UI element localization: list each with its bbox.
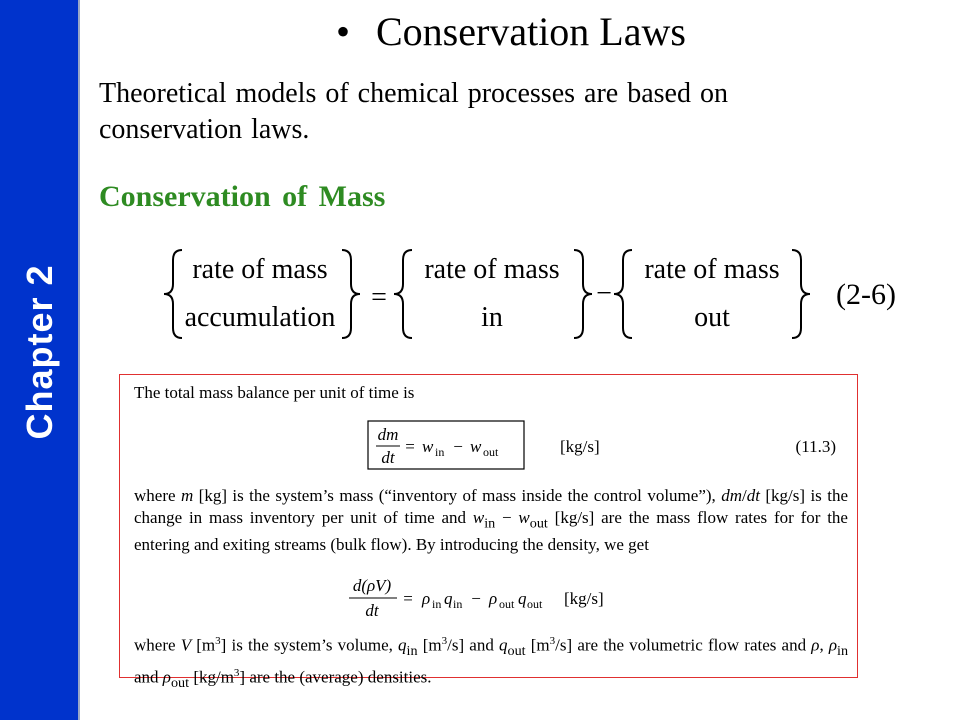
lhs-line2: accumulation bbox=[184, 302, 336, 333]
eq1-minus: − bbox=[453, 437, 463, 456]
eq1-in-subscript: in bbox=[435, 445, 445, 459]
eq2-rho-out-subscript: out bbox=[499, 597, 515, 611]
eq1-out-subscript: out bbox=[483, 445, 499, 459]
chapter-sidebar bbox=[0, 0, 80, 720]
eq1-numerator: dm bbox=[377, 425, 399, 444]
left-brace-2 bbox=[394, 250, 412, 338]
bullet-point: • bbox=[336, 9, 351, 54]
eq1-units: [kg/s] bbox=[560, 437, 600, 456]
right-brace-2 bbox=[574, 250, 592, 338]
mid-line2: in bbox=[481, 302, 503, 333]
excerpt-paragraph-1: where m [kg] is the system’s mass (“inventory of mass inside the control volume”), dm/dt [kg/s] is the change in mass inventory per unit of time and $w_{in} - w_{out}$ [kg/s] are the mass flow rates for for the entering and exiting streams (bulk flow). By introducing the density, we get bbox=[134, 486, 848, 555]
equation-11-3 bbox=[360, 417, 850, 473]
chapter-label: Chapter 2 bbox=[19, 264, 60, 440]
eq2-denominator: dt bbox=[365, 601, 379, 620]
eq1-denominator: dt bbox=[381, 448, 395, 467]
eq2-rho-out: ρ bbox=[489, 589, 498, 608]
eq2-q-in: q bbox=[444, 589, 453, 608]
equation-number: (2-6) bbox=[836, 278, 896, 311]
left-brace-1 bbox=[164, 250, 182, 338]
intro-text: Theoretical models of chemical processes are based on conservation laws. bbox=[99, 78, 728, 145]
eq1-equals: = bbox=[405, 437, 415, 456]
excerpt-intro-line: The total mass balance per unit of time is bbox=[134, 383, 415, 402]
eq2-units: [kg/s] bbox=[564, 589, 604, 608]
eq2-rho-in-subscript: in bbox=[432, 597, 442, 611]
mass-balance-equation bbox=[160, 244, 920, 344]
eq2-equals: = bbox=[403, 589, 413, 608]
rhs-line2: out bbox=[694, 302, 730, 333]
left-brace-3 bbox=[614, 250, 632, 338]
eq1-w-in: w bbox=[422, 437, 434, 456]
section-heading: Conservation of Mass bbox=[99, 180, 386, 213]
lhs-line1: rate of mass bbox=[192, 254, 328, 285]
eq2-q-out-subscript: out bbox=[527, 597, 543, 611]
mass-balance-equation-svg bbox=[160, 244, 920, 344]
density-equation bbox=[344, 573, 644, 625]
eq1-w-out: w bbox=[470, 437, 482, 456]
slide-title-text: Conservation Laws bbox=[376, 9, 686, 54]
mid-line1: rate of mass bbox=[424, 254, 560, 285]
right-brace-1 bbox=[342, 250, 360, 338]
eq2-minus: − bbox=[471, 589, 481, 608]
textbook-excerpt bbox=[119, 374, 858, 691]
excerpt-paragraph-2: where V $[m^3]$ is the system’s volume, $q_{in}$ $[m^3/s]$ and $q_{out}$ $[m^3/s]$ are the volumetric flow rates and ρ, $\rho_{in}$ and $\rho_{out}$ $[kg/m^3]$ are the (average) densities. bbox=[134, 635, 849, 691]
equals-sign: = bbox=[371, 282, 387, 313]
right-brace-3 bbox=[792, 250, 810, 338]
eq2-numerator: d(ρV) bbox=[352, 576, 392, 595]
slide-title bbox=[336, 8, 686, 55]
minus-sign: − bbox=[596, 278, 612, 309]
eq2-rho-in: ρ bbox=[422, 589, 431, 608]
rhs-line1: rate of mass bbox=[644, 254, 780, 285]
eq1-number: (11.3) bbox=[795, 437, 836, 456]
eq2-q-out: q bbox=[518, 589, 527, 608]
eq2-q-in-subscript: in bbox=[453, 597, 463, 611]
